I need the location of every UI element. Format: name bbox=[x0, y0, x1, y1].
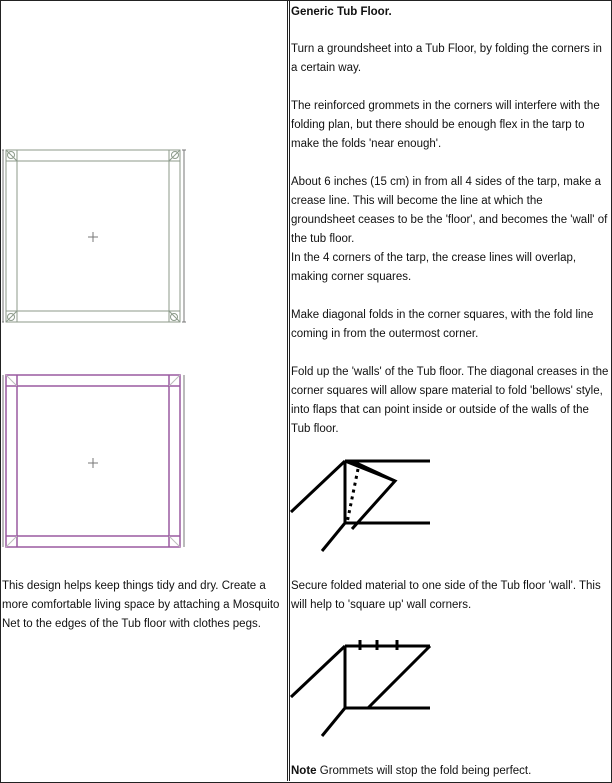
wall-corner-diagram bbox=[290, 640, 435, 737]
paragraph-secure-material: Secure folded material to one side of the Tub floor 'wall'. This will help to 'square up' wall corners. bbox=[291, 580, 601, 611]
paragraph-fold-walls: Fold up the 'walls' of the Tub floor. The diagonal creases in the corner squares will allow spare material to fold 'bellows' style, into flaps that can point inside or outside of the walls of the Tub floor. bbox=[291, 366, 609, 435]
tarp-fold-plan-diagram bbox=[2, 370, 186, 552]
mosquito-net-tip: This design helps keep things tidy and dry. Create a more comfortable living space by attaching a Mosquito Net to the edges of the Tub floor with clothes pegs. bbox=[2, 580, 280, 630]
tarp-crease-plan-diagram bbox=[2, 145, 186, 327]
paragraph-corner-squares: In the 4 corners of the tarp, the crease lines will overlap, making corner squares. bbox=[291, 252, 577, 283]
page-title: Generic Tub Floor. bbox=[291, 6, 392, 18]
paragraph-intro: Turn a groundsheet into a Tub Floor, by folding the corners in a certain way. bbox=[291, 43, 602, 74]
note-label: Note bbox=[291, 765, 317, 777]
paragraph-crease-line: About 6 inches (15 cm) in from all 4 sides of the tarp, make a crease line. This will become the line at which the groundsheet ceases to be the 'floor', and becomes the 'wall' of the tub floor. bbox=[291, 176, 608, 245]
corner-fold-diagram bbox=[290, 455, 435, 552]
note-text: Grommets will stop the fold being perfect. bbox=[316, 765, 532, 777]
note-line bbox=[291, 762, 609, 781]
paragraph-grommets: The reinforced grommets in the corners will interfere with the folding plan, but there should be enough flex in the tarp to make the folds 'near enough'. bbox=[291, 100, 600, 150]
paragraph-diagonal-folds: Make diagonal folds in the corner squares, with the fold line coming in from the outermost corner. bbox=[291, 309, 594, 340]
